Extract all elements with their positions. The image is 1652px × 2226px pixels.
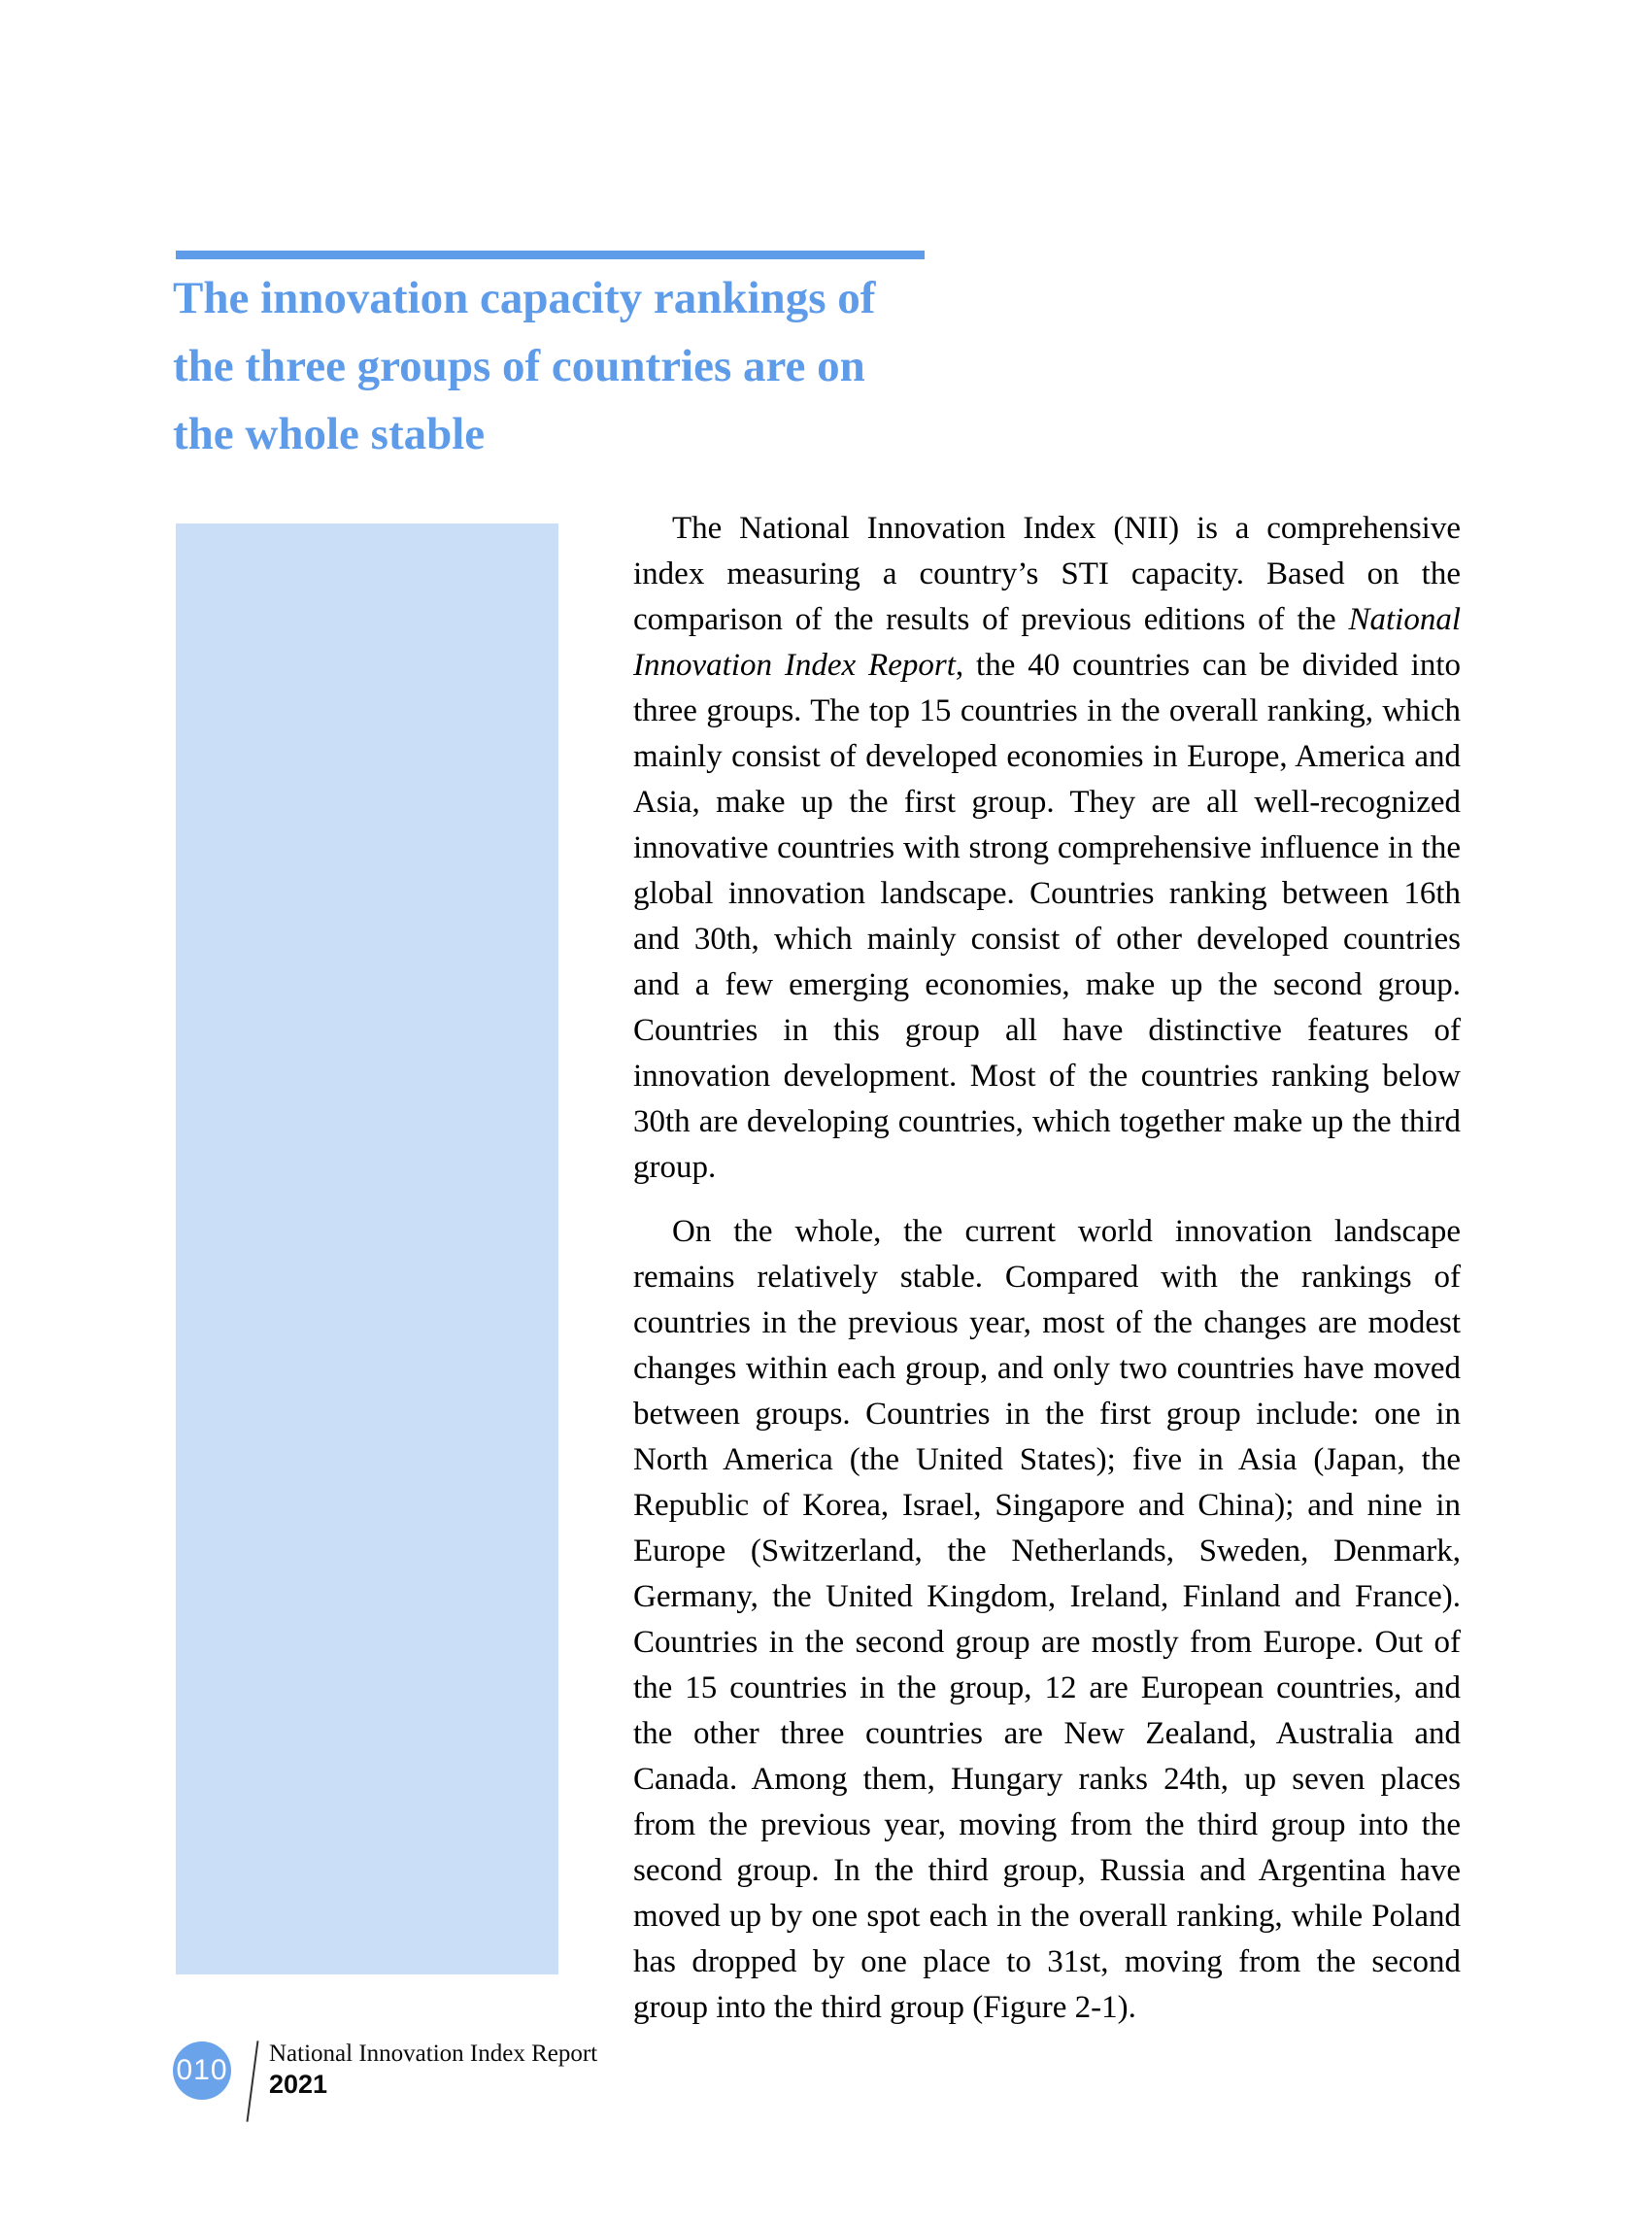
footer-report-title: National Innovation Index Report [269, 2040, 598, 2067]
section-title-line-1: The innovation capacity rankings of [173, 273, 876, 323]
section-title-line-2: the three groups of countries are on [173, 341, 865, 391]
body-text-column [633, 506, 1461, 2031]
page-number: 010 [176, 2054, 228, 2086]
side-panel-block [176, 523, 558, 1974]
section-title [173, 264, 969, 468]
section-title-line-3: the whole stable [173, 409, 486, 459]
paragraph-1 [633, 506, 1461, 1191]
heading-rule [176, 251, 925, 259]
report-title-italic: National Innovation Index Report [633, 602, 1461, 683]
paragraph-1-text: The National Innovation Index (NII) is a comprehensive index measuring a country’s STI capacity. Based on the comparison of the results of previous editions of the [633, 511, 1461, 637]
paragraph-1-text-continued: , the 40 countries can be divided into three groups. The top 15 countries in the overall ranking, which mainly consist of developed economies in Europe, America and Asia, make up the first group. They are all well-recognized innovative countries with strong comprehensive influence in the global innovation landscape. Countries ranking between 16th and 30th, which mainly consist of other developed countries and a few emerging economies, make up the second group. Countries in this group all have distinctive features of innovation development. Most of the countries ranking below 30th are developing countries, which together make up the third group. [633, 648, 1461, 1185]
footer-report-year: 2021 [269, 2070, 328, 2099]
slash-divider [247, 2040, 259, 2122]
paragraph-2: On the whole, the current world innovation landscape remains relatively stable. Compared with the rankings of countries in the previous year, most of the changes are modest changes within each group, and only two countries have moved between groups. Countries in the first group include: one in North America (the United States); five in Asia (Japan, the Republic of Korea, Israel, Singapore and China); and nine in Europe (Switzerland, the Netherlands, Sweden, Denmark, Germany, the United Kingdom, Ireland, Finland and France). Countries in the second group are mostly from Europe. Out of the 15 countries in the group, 12 are European countries, and the other three countries are New Zealand, Australia and Canada. Among them, Hungary ranks 24th, up seven places from the previous year, moving from the third group into the second group. In the third group, Russia and Argentina have moved up by one spot each in the overall ranking, while Poland has dropped by one place to 31st, moving from the second group into the third group (Figure 2-1). [633, 1214, 1461, 2025]
page-number-badge [173, 2041, 231, 2100]
